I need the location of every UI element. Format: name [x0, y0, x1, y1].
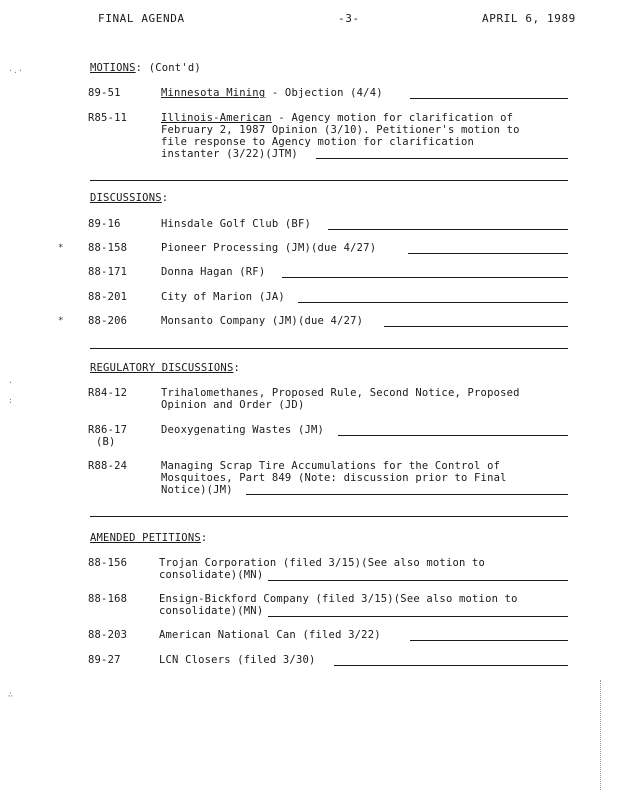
motion-rest: - Agency motion for clarification of: [271, 112, 514, 124]
section-suffix: :: [233, 362, 241, 374]
blank-line: [328, 229, 568, 230]
blank-line: [316, 158, 568, 159]
star-mark: *: [58, 316, 64, 326]
blank-line: [408, 253, 568, 254]
item-number: 88-171: [88, 266, 128, 278]
blank-line: [268, 580, 568, 581]
blank-line: [268, 616, 568, 617]
text-line: Mosquitoes, Part 849 (Note: discussion prior to Final: [161, 472, 507, 484]
regulatory-item: [161, 387, 520, 411]
item-number: 88-203: [88, 629, 128, 641]
text-line: instanter (3/22)(JTM): [161, 148, 298, 160]
text-line: Notice)(JM): [161, 484, 233, 496]
item-number-sub: (B): [96, 436, 116, 448]
item-number: 88-168: [88, 593, 128, 605]
scan-speck: ·.·: [8, 66, 24, 75]
text-line: Trojan Corporation (filed 3/15)(See also motion to: [159, 557, 486, 569]
discussion-item: Donna Hagan (RF): [161, 266, 266, 278]
section-label: MOTIONS: [90, 62, 136, 74]
blank-line: [338, 435, 568, 436]
section-discussions: [90, 192, 168, 204]
discussion-item: Pioneer Processing (JM)(due 4/27): [161, 242, 377, 254]
item-number: R84-12: [88, 387, 128, 399]
item-number: 88-156: [88, 557, 128, 569]
blank-line: [410, 640, 568, 641]
regulatory-item: [161, 460, 507, 496]
motion-item: [161, 87, 383, 99]
header-title: FINAL AGENDA: [98, 12, 185, 25]
item-number-main: R86-17: [88, 424, 128, 436]
blank-line: [334, 665, 568, 666]
amended-item: [159, 557, 485, 581]
item-number: 88-201: [88, 291, 128, 303]
section-suffix: :: [200, 532, 208, 544]
scan-edge: [600, 680, 601, 790]
text-line: consolidate)(MN): [159, 569, 264, 581]
amended-item: LCN Closers (filed 3/30): [159, 654, 316, 666]
text-line: Trihalomethanes, Proposed Rule, Second Notice, Proposed: [161, 387, 520, 399]
blank-line: [246, 494, 568, 495]
text-line: Managing Scrap Tire Accumulations for the Control of: [161, 460, 501, 472]
section-label: DISCUSSIONS: [90, 192, 162, 204]
item-number: 89-51: [88, 87, 121, 99]
star-mark: *: [58, 243, 64, 253]
regulatory-item: Deoxygenating Wastes (JM): [161, 424, 325, 436]
blank-line: [384, 326, 568, 327]
section-label: AMENDED PETITIONS: [90, 532, 201, 544]
item-number: 88-158: [88, 242, 128, 254]
section-separator: [90, 516, 568, 517]
discussion-item: City of Marion (JA): [161, 291, 285, 303]
blank-line: [298, 302, 568, 303]
scan-speck: ·: [8, 378, 14, 387]
motion-title: Illinois-American: [161, 112, 272, 124]
section-label: REGULATORY DISCUSSIONS: [90, 362, 234, 374]
page-number: -3-: [338, 12, 360, 25]
discussion-item: Monsanto Company (JM)(due 4/27): [161, 315, 364, 327]
text-line: consolidate)(MN): [159, 605, 264, 617]
discussion-item: Hinsdale Golf Club (BF): [161, 218, 311, 230]
item-number: 88-206: [88, 315, 128, 327]
blank-line: [410, 98, 568, 99]
item-number: 89-27: [88, 654, 121, 666]
text-line: Opinion and Order (JD): [161, 399, 305, 411]
section-amended: [90, 532, 207, 544]
scan-speck: :: [8, 396, 14, 405]
text-line: Ensign-Bickford Company (filed 3/15)(See also motion to: [159, 593, 518, 605]
scan-speck: ∴: [8, 690, 14, 699]
text-line: February 2, 1987 Opinion (3/10). Petitioner's motion to: [161, 124, 520, 136]
section-suffix: :: [161, 192, 169, 204]
amended-item: [159, 593, 518, 617]
section-suffix: : (Cont'd): [135, 62, 201, 74]
motion-item: [161, 112, 520, 160]
section-separator: [90, 180, 568, 181]
header-date: APRIL 6, 1989: [482, 12, 576, 25]
motion-rest: - Objection (4/4): [265, 87, 383, 99]
text-line: file response to Agency motion for clarification: [161, 136, 475, 148]
item-number: R85-11: [88, 112, 128, 124]
item-number: R88-24: [88, 460, 128, 472]
motion-title: Minnesota Mining: [161, 87, 266, 99]
section-separator: [90, 348, 568, 349]
blank-line: [282, 277, 568, 278]
item-number: 89-16: [88, 218, 121, 230]
amended-item: American National Can (filed 3/22): [159, 629, 381, 641]
section-motions: [90, 62, 201, 74]
section-regulatory: [90, 362, 240, 374]
item-number: [88, 424, 127, 448]
